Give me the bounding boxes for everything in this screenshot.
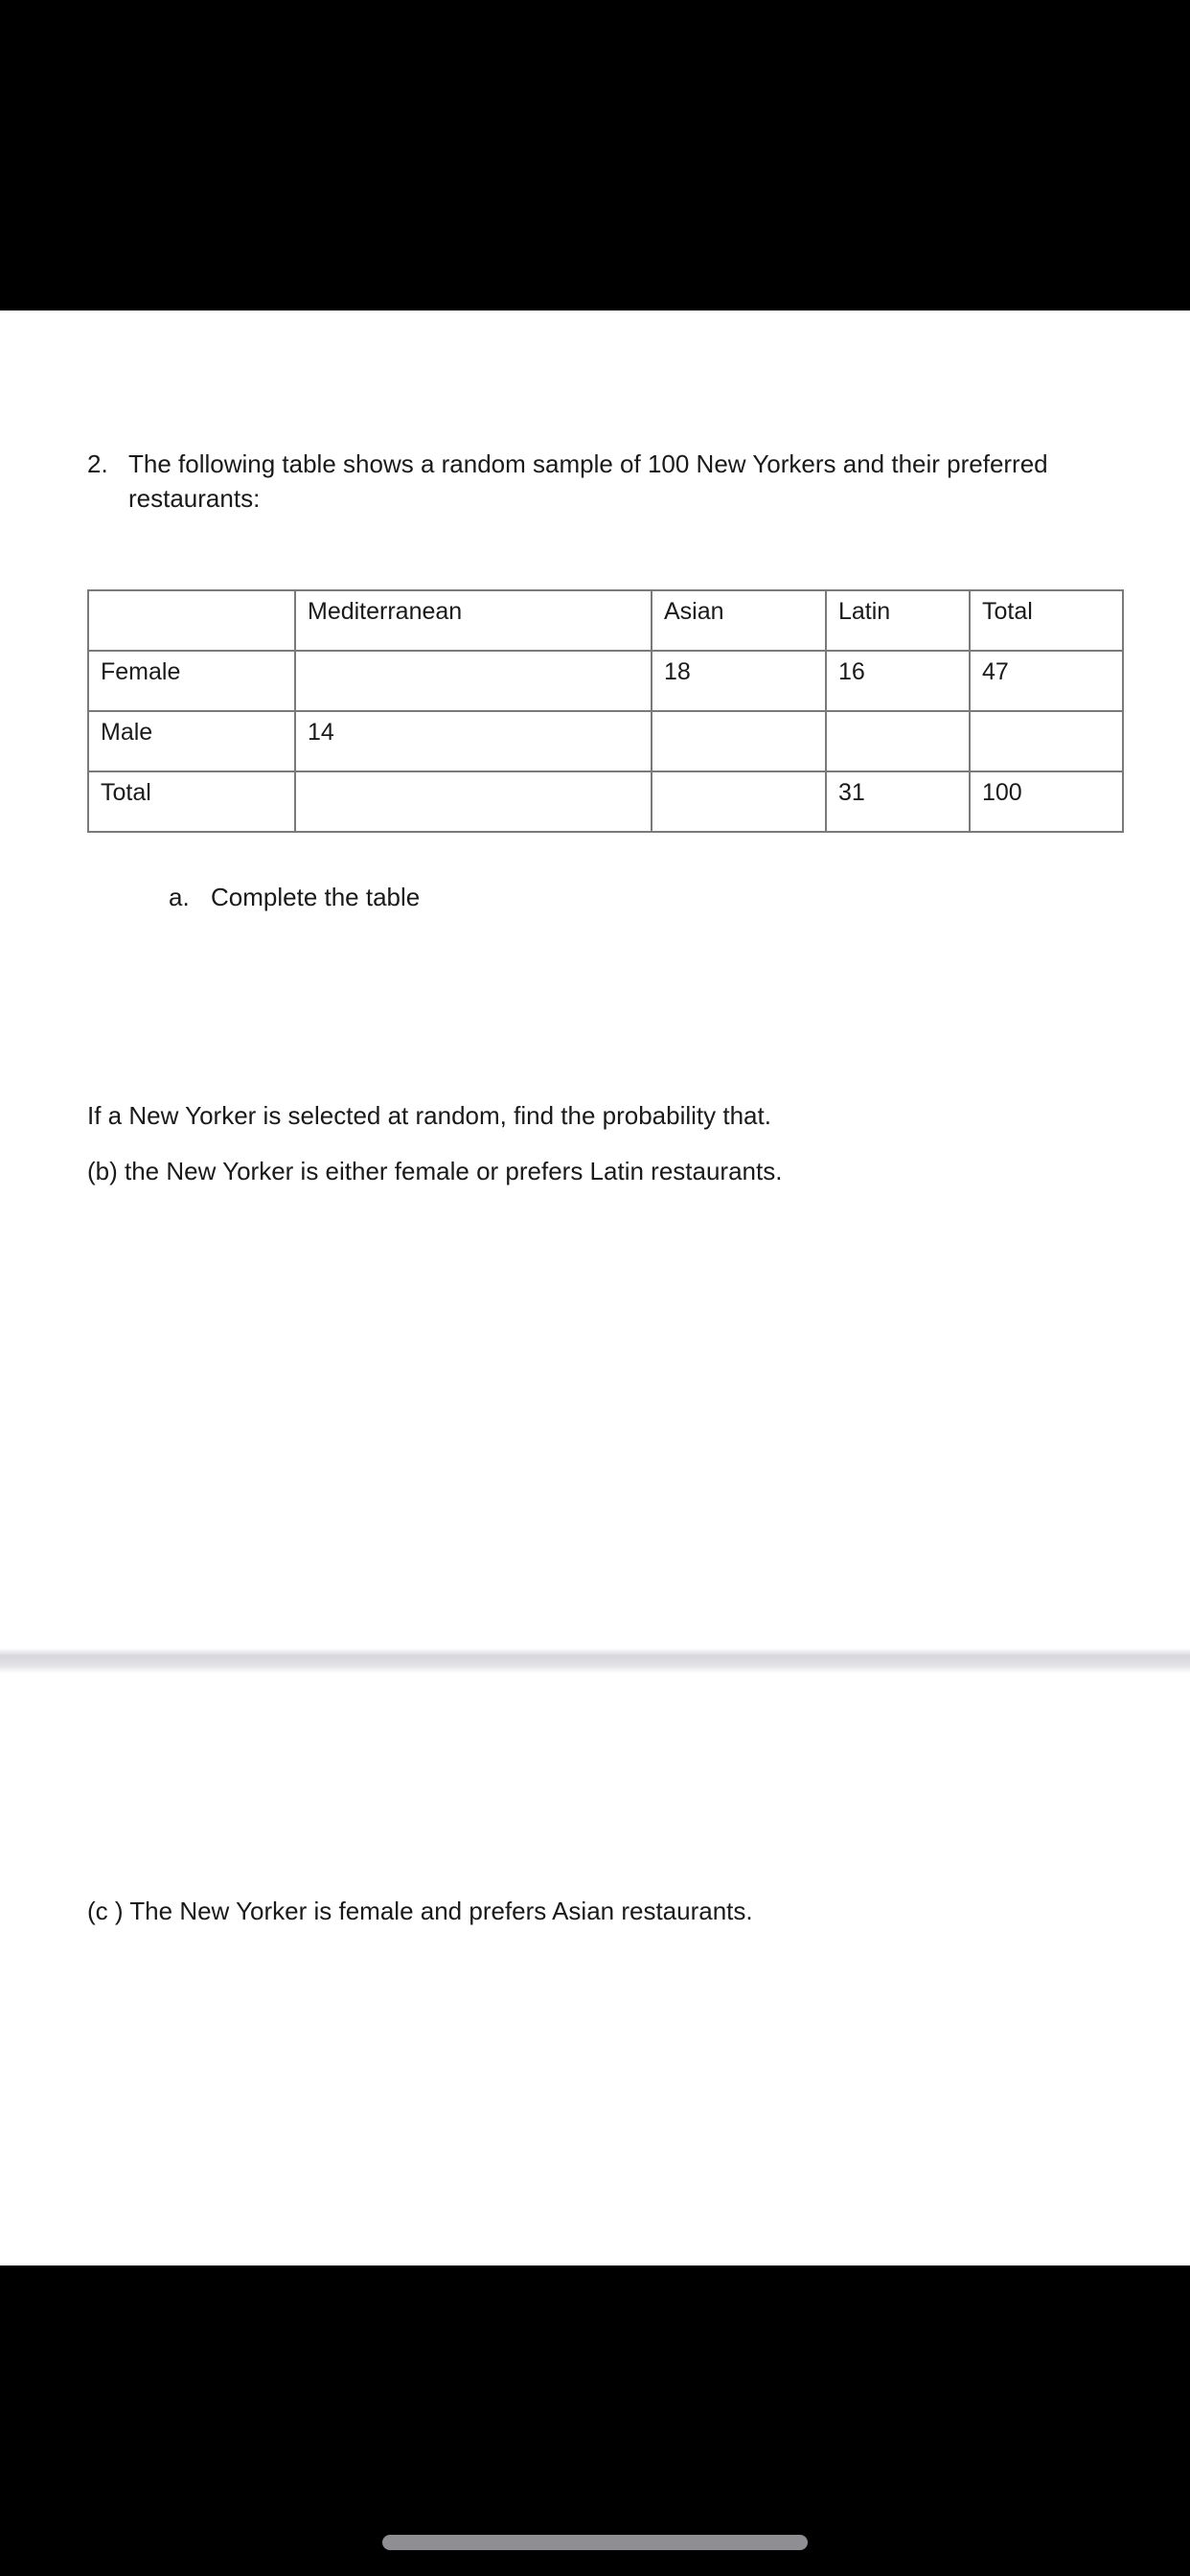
page-break-divider — [0, 1648, 1190, 1673]
question-number: 2. — [87, 449, 108, 478]
table-row-total — [88, 771, 1123, 832]
cell-total-latin: 31 — [826, 771, 970, 832]
header-cell-latin: Latin — [826, 590, 970, 651]
cell-male-total — [970, 711, 1123, 771]
cell-female-asian: 18 — [652, 651, 826, 711]
home-indicator[interactable] — [382, 2535, 808, 2550]
document-page-1 — [0, 310, 1190, 1648]
part-a-letter: a. — [169, 883, 190, 911]
header-cell-total: Total — [970, 590, 1123, 651]
cell-total-asian — [652, 771, 826, 832]
part-a-text: Complete the table — [211, 883, 421, 911]
row-label-male: Male — [88, 711, 295, 771]
cell-female-total: 47 — [970, 651, 1123, 711]
cell-male-latin — [826, 711, 970, 771]
table-header-row — [88, 590, 1123, 651]
cell-total-total: 100 — [970, 771, 1123, 832]
part-c-question: (c ) The New Yorker is female and prefers Asian restaurants. — [87, 1897, 753, 1925]
probability-intro: If a New Yorker is selected at random, find the probability that. — [87, 1101, 771, 1130]
cell-female-mediterranean — [295, 651, 652, 711]
table-row-female — [88, 651, 1123, 711]
question-text-line-1: The following table shows a random sample of 100 New Yorkers and their preferred — [128, 449, 1048, 478]
bottom-black-bar — [0, 2266, 1190, 2576]
restaurant-preference-table — [87, 589, 1124, 833]
header-cell-mediterranean: Mediterranean — [295, 590, 652, 651]
row-label-female: Female — [88, 651, 295, 711]
document-page-2 — [0, 1673, 1190, 2266]
table-row-male — [88, 711, 1123, 771]
cell-female-latin: 16 — [826, 651, 970, 711]
cell-total-mediterranean — [295, 771, 652, 832]
top-black-bar — [0, 0, 1190, 310]
header-cell-empty — [88, 590, 295, 651]
row-label-total: Total — [88, 771, 295, 832]
header-cell-asian: Asian — [652, 590, 826, 651]
part-b-question: (b) the New Yorker is either female or prefers Latin restaurants. — [87, 1157, 783, 1185]
cell-male-asian — [652, 711, 826, 771]
question-text-line-2: restaurants: — [128, 484, 261, 513]
cell-male-mediterranean: 14 — [295, 711, 652, 771]
